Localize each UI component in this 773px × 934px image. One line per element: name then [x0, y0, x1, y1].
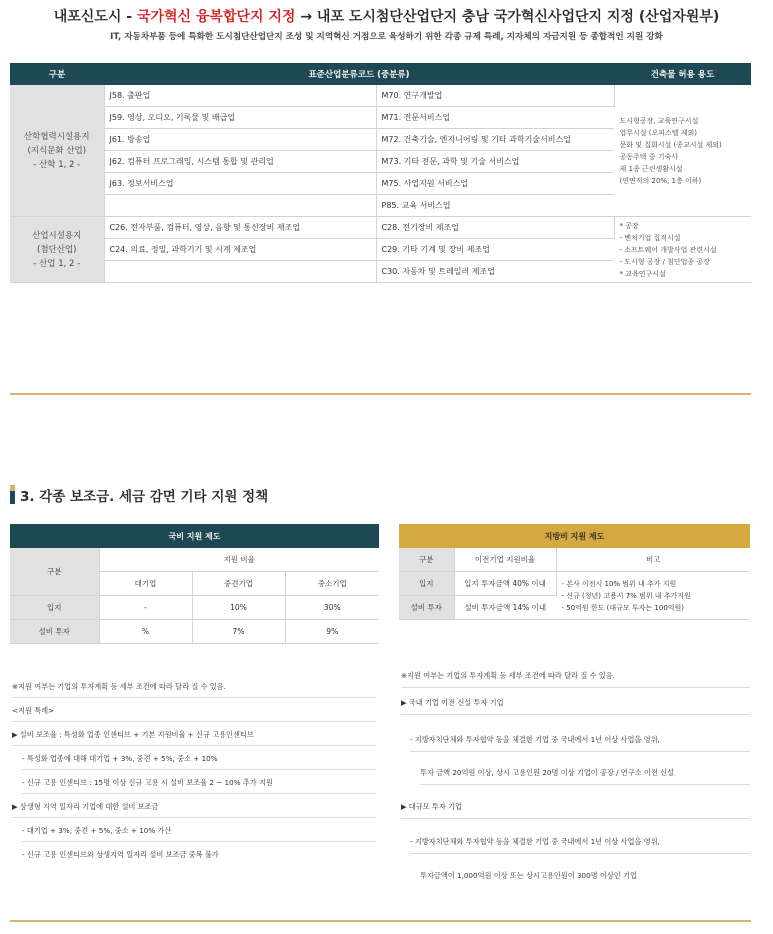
local-line: ▶ 국내 기업 이전 신설 투자 기업	[401, 693, 750, 715]
rate-header: 지원 비율	[99, 548, 379, 572]
code-cell: M72. 건축기술, 엔지니어링 및 기타 과학기술서비스업	[376, 129, 614, 151]
code-cell: M73. 기타 전문, 과학 및 기술 서비스업	[376, 151, 614, 173]
page-title	[0, 6, 773, 26]
bottom-divider	[10, 920, 751, 922]
table-row	[10, 85, 751, 107]
allowed-uses-industrial: * 공장 - 벤처기업 집적시설 - 소프트웨어 개발사업 관련시설 - 도시형 공장 / 첨단업종 공장 * 교육연구시설	[614, 217, 751, 283]
code-cell: M70. 연구개발업	[376, 85, 614, 107]
code-cell	[104, 195, 376, 217]
industry-table	[10, 63, 751, 283]
national-title-row	[10, 524, 379, 548]
col-category: 구분	[399, 548, 454, 572]
local-title-row	[399, 524, 750, 548]
rate-cell: 설비 투자금액 14% 이내	[454, 596, 556, 620]
row-label: 설비 투자	[399, 596, 454, 620]
rate-cell: 7%	[192, 620, 285, 644]
section-title: 3. 각종 보조금. 세금 감면 기타 지원 정책	[20, 489, 269, 505]
table-row	[10, 620, 379, 644]
code-cell: C30. 자동차 및 트레일러 제조업	[376, 261, 614, 283]
national-title: 국비 지원 제도	[10, 524, 379, 548]
code-cell: P85. 교육 서비스업	[376, 195, 614, 217]
col-remarks: 비고	[556, 548, 750, 572]
section-divider	[10, 393, 751, 395]
rate-cell: 30%	[285, 596, 379, 620]
local-line: - 지방자치단체와 투자협약 등을 체결한 기업 중 국내에서 1년 이상 사업을 영위,	[410, 832, 750, 854]
table-row	[10, 596, 379, 620]
code-cell	[104, 261, 376, 283]
code-cell: C26. 전자부품, 컴퓨터, 영상, 음향 및 통신장비 제조업	[104, 217, 376, 239]
code-cell: J59. 영상, 오디오, 기록물 및 배급업	[104, 107, 376, 129]
rate-cell: 9%	[285, 620, 379, 644]
col-small: 중소기업	[285, 572, 379, 596]
national-line: - 대기업 + 3%, 중견 + 5%, 중소 + 10% 가산	[22, 822, 376, 842]
national-note: ※지원 여부는 기업의 투자계획 등 세부 조건에 따라 달라 질 수 있음.	[12, 678, 376, 698]
code-cell: J63. 정보서비스업	[104, 173, 376, 195]
code-cell: J62. 컴퓨터 프로그래밍, 시스템 통합 및 관리업	[104, 151, 376, 173]
local-line: 투자금액이 1,000억원 이상 또는 상시고용인원이 300명 이상인 기업	[420, 871, 637, 880]
code-cell: C28. 전기장비 제조업	[376, 217, 614, 239]
title-highlight: 국가혁신 융복합단지 지정	[136, 9, 296, 25]
rate-cell: %	[99, 620, 192, 644]
col-mid: 중견기업	[192, 572, 285, 596]
col-rate: 이전기업 지원비율	[454, 548, 556, 572]
table-row	[10, 217, 751, 239]
code-cell: J58. 출판업	[104, 85, 376, 107]
group-label-industrial: 산업시설용지 (첨단산업) - 산업 1, 2 -	[10, 217, 104, 283]
title-prefix: 내포신도시 -	[53, 9, 137, 25]
code-cell: C24. 의료, 정밀, 과학기기 및 시계 제조업	[104, 239, 376, 261]
code-cell: M75. 사업지원 서비스업	[376, 173, 614, 195]
local-title: 지방비 지원 제도	[399, 524, 750, 548]
local-line: 투자 금액 20억원 이상, 상시 고용인원 20명 이상 기업이 공장 / 연구소 이전 신설	[420, 763, 750, 785]
group-label-academic: 산학협력시설용지 (지식문화 산업) - 산학 1, 2 -	[10, 85, 104, 217]
national-line: - 신규 고용 인센티브와 상생지역 일자리 설비 보조금 중복 불가	[22, 850, 219, 859]
table-header-row	[10, 63, 751, 85]
page-subtitle: IT, 자동차부품 등에 특화한 도시첨단산업단지 조성 및 지역혁신 거점으로 육성하기 위한 각종 규제 특례, 지자체의 자금지원 등 종합적인 지원 강화	[110, 32, 663, 42]
row-label: 입지	[10, 596, 99, 620]
table-row	[399, 572, 750, 596]
remarks-cell: - 본사 이전시 10% 범위 내 추가 지원 - 신규 (청년) 고용시 7% 범위 내 추가지원 - 50억원 한도 (대규모 투자는 100억원)	[556, 572, 750, 620]
local-support-table	[399, 524, 750, 620]
allowed-uses-academic: 도시형공장, 교육연구시설 업무시설 (오피스텔 제외) 문화 및 집회시설 (종교시설 제외) 공동주택 중 기숙사 제 1종 근린생활시설 (연면적의 20%, 1층 이하)	[614, 85, 751, 217]
national-line: - 신규 고용 인센티브 : 15명 이상 신규 고용 시 설비 보조율 2 ~ 10% 추가 지원	[22, 774, 376, 794]
rate-cell: -	[99, 596, 192, 620]
national-support-table	[10, 524, 379, 644]
national-line: ▶ 설비 보조율 : 특성화 업종 인센티브 + 기본 지원비율 + 신규 고용인센티브	[12, 726, 376, 746]
col-group-label: 구분	[10, 548, 99, 596]
header-industry-code: 표준산업분류코드 (중분류)	[104, 63, 614, 85]
local-line: - 지방자치단체와 투자협약 등을 체결한 기업 중 국내에서 1년 이상 사업을 영위,	[410, 730, 750, 752]
col-large: 대기업	[99, 572, 192, 596]
national-line: - 특성화 업종에 대해 대기업 + 3%, 중견 + 5%, 중소 + 10%	[22, 750, 376, 770]
local-note: ※지원 여부는 기업의 투자계획 등 세부 조건에 따라 달라 질 수 있음.	[401, 666, 750, 688]
code-cell: M71. 전문서비스업	[376, 107, 614, 129]
local-line: ▶ 대규모 투자 기업	[401, 797, 750, 819]
table-row	[10, 548, 379, 572]
header-category: 구분	[10, 63, 104, 85]
rate-cell: 입지 투자금액 40% 이내	[454, 572, 556, 596]
code-cell: C29. 기타 기계 및 장비 제조업	[376, 239, 614, 261]
rate-cell: 10%	[192, 596, 285, 620]
section-marker	[10, 485, 15, 504]
row-label: 설비 투자	[10, 620, 99, 644]
title-suffix: → 내포 도시첨단산업단지 충남 국가혁신사업단지 지정 (산업자원부)	[295, 9, 720, 25]
national-line: ▶ 상생형 지역 일자리 기업에 대한 설비 보조금	[12, 798, 376, 818]
national-line: <지원 특례>	[12, 702, 376, 722]
header-building-use: 건축물 허용 용도	[614, 63, 751, 85]
row-label: 입지	[399, 572, 454, 596]
code-cell: J61. 방송업	[104, 129, 376, 151]
table-row	[399, 548, 750, 572]
